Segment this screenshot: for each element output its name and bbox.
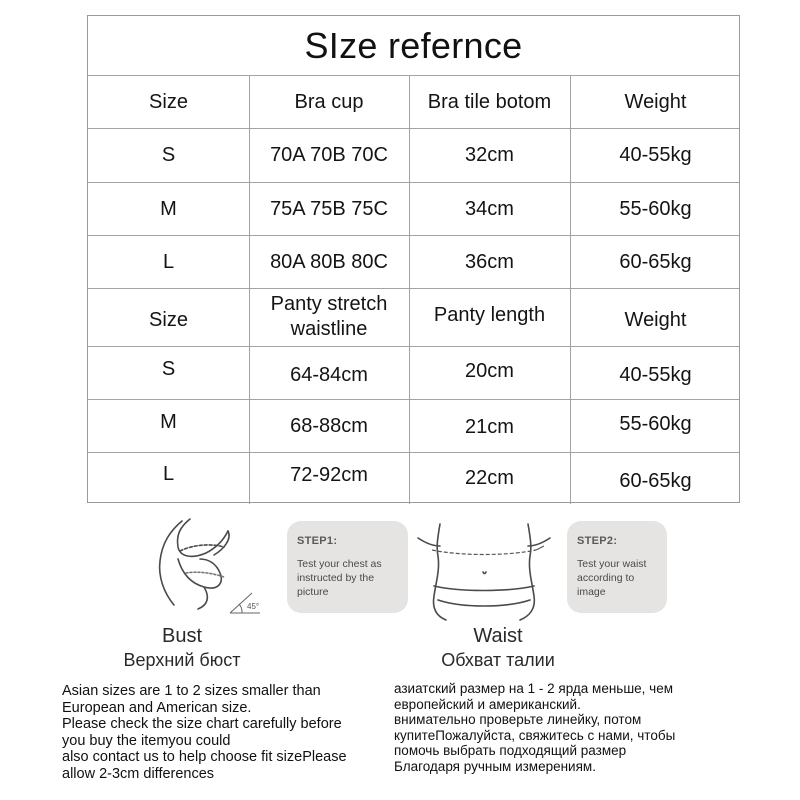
waist-label-ru: Обхват талии bbox=[441, 650, 555, 670]
waist-illustration bbox=[410, 520, 560, 625]
header-size: Size bbox=[149, 309, 188, 331]
note-line: европейский и американский. bbox=[394, 696, 581, 712]
table-cell: 20cm bbox=[465, 359, 514, 382]
note-line: помочь выбрать подходящий размер bbox=[394, 743, 627, 758]
header-bra-cup: Bra cup bbox=[294, 90, 364, 113]
table-cell: 68-88cm bbox=[290, 414, 368, 437]
note-line: внимательно проверьте линейку, потом bbox=[394, 712, 642, 727]
bust-label-en: Bust bbox=[161, 625, 203, 647]
note-english bbox=[62, 683, 392, 782]
table-cell: 64-84cm bbox=[290, 363, 368, 386]
table-cell: S bbox=[161, 357, 176, 380]
header-panty-stretch-waistline bbox=[249, 288, 409, 346]
step2-line: according to bbox=[577, 572, 635, 584]
table-cell: 34cm bbox=[465, 197, 514, 220]
header-line: Panty stretch bbox=[270, 293, 388, 315]
step2-card bbox=[567, 521, 667, 613]
table-cell: 70A 70B 70C bbox=[270, 144, 388, 166]
step1-line: instructed by the bbox=[297, 572, 375, 584]
header-bra-tile-botom: Bra tile botom bbox=[427, 90, 552, 113]
bust-illustration bbox=[120, 513, 270, 623]
header-size: Size bbox=[149, 90, 188, 113]
bust-label-ru: Верхний бюст bbox=[123, 650, 241, 670]
header-weight: Weight bbox=[624, 309, 687, 331]
step1-card bbox=[287, 521, 408, 613]
table-cell: 55-60kg bbox=[619, 412, 692, 435]
table-cell: 22cm bbox=[465, 467, 514, 489]
header-line: waistline bbox=[290, 318, 368, 340]
note-line: allow 2-3cm differences bbox=[62, 765, 215, 782]
angle-label: 45° bbox=[247, 602, 260, 611]
table-cell: 80A 80B 80C bbox=[270, 250, 388, 273]
table-cell: M bbox=[160, 197, 177, 220]
note-russian bbox=[394, 681, 754, 774]
table-cell: L bbox=[162, 250, 175, 273]
note-line: European and American size. bbox=[62, 699, 252, 716]
table-cell: 40-55kg bbox=[619, 363, 692, 386]
header-panty-length: Panty length bbox=[433, 304, 546, 326]
step1-text bbox=[297, 557, 400, 599]
table-cell: M bbox=[160, 410, 177, 433]
table-cell: 60-65kg bbox=[619, 250, 692, 273]
table-cell: S bbox=[161, 144, 176, 166]
table-cell: 36cm bbox=[465, 250, 514, 273]
note-line: also contact us to help choose fit sizePlease bbox=[62, 749, 347, 765]
note-line: азиатский размер на 1 - 2 ярда меньше, чем bbox=[394, 681, 673, 696]
table-cell: 55-60kg bbox=[619, 197, 692, 220]
table-cell: L bbox=[162, 463, 175, 485]
note-line: купитеПожалуйста, свяжитесь с нами, чтобы bbox=[394, 727, 676, 743]
table-cell: 60-65kg bbox=[619, 470, 692, 492]
step1-line: picture bbox=[297, 586, 329, 598]
table-cell: 72-92cm bbox=[290, 464, 368, 486]
note-line: Asian sizes are 1 to 2 sizes smaller than bbox=[62, 683, 321, 699]
step2-line: image bbox=[577, 586, 606, 598]
step1-title: STEP1: bbox=[297, 535, 338, 547]
step1-line: Test your chest as bbox=[297, 558, 382, 570]
step2-text bbox=[577, 557, 659, 599]
step2-line: Test your waist bbox=[577, 558, 647, 570]
step2-title: STEP2: bbox=[577, 535, 618, 547]
table-cell: 75A 75B 75C bbox=[270, 197, 388, 220]
table-title: SIze refernce bbox=[304, 24, 523, 66]
table-cell: 40-55kg bbox=[619, 144, 692, 166]
note-line: you buy the itemyou could bbox=[62, 732, 231, 749]
table-cell: 21cm bbox=[465, 415, 514, 438]
size-table bbox=[87, 15, 740, 503]
waist-label-en: Waist bbox=[473, 625, 523, 647]
note-line: Please check the size chart carefully before bbox=[62, 716, 342, 732]
header-weight: Weight bbox=[624, 90, 687, 113]
table-cell: 32cm bbox=[465, 144, 514, 166]
note-line: Благодаря ручным измерениям. bbox=[394, 758, 596, 774]
